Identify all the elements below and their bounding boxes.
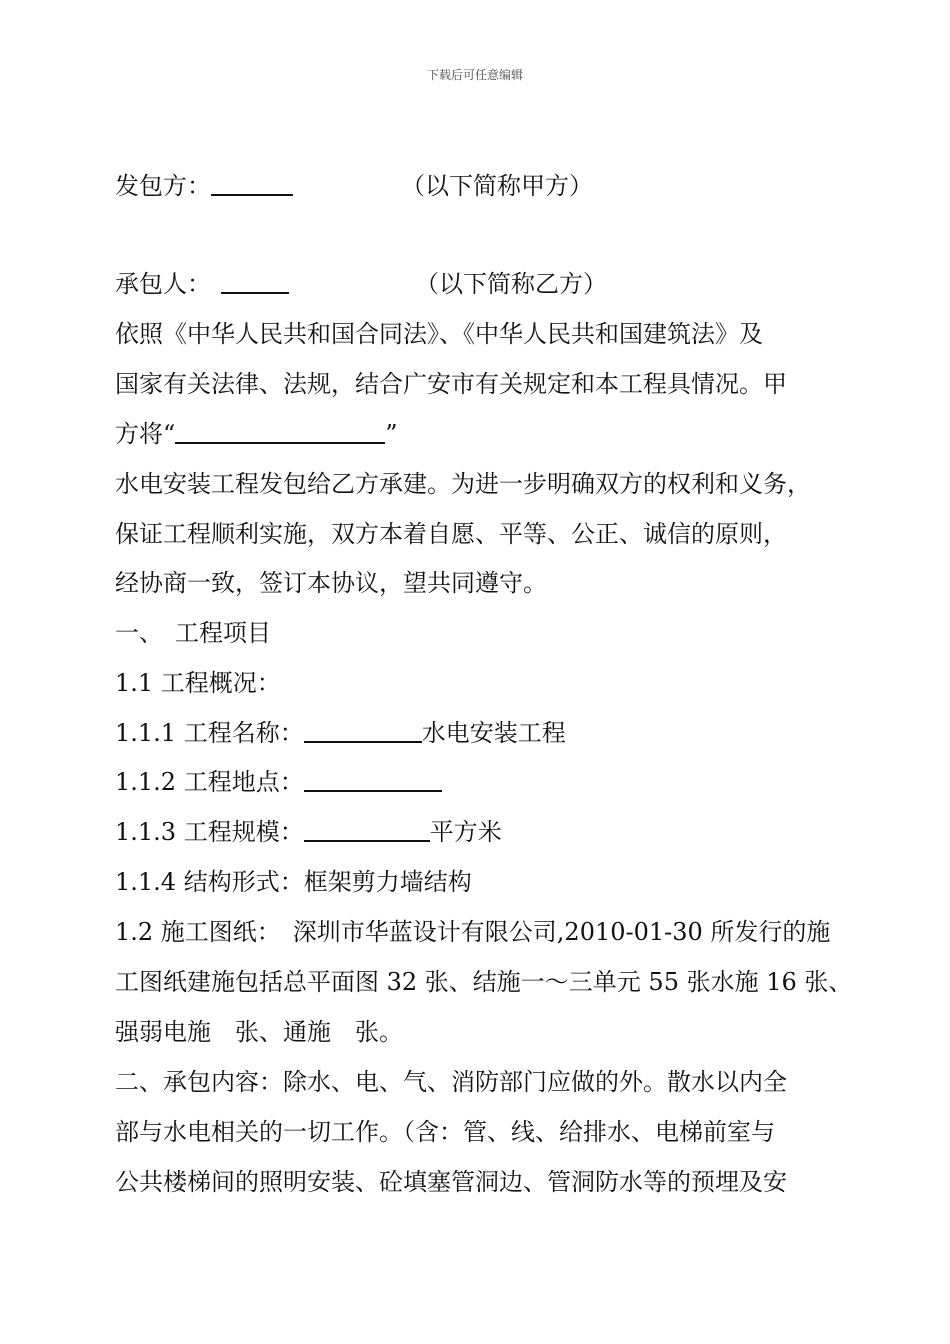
party-b-blank[interactable] (221, 268, 289, 294)
overview-heading: 1.1 工程概况： (115, 669, 281, 697)
intro-line-6: 经协商一致，签订本协议，望共同遵守。 (115, 569, 547, 597)
scope-line-3: 公共楼梯间的照明安装、砼填塞管洞边、管洞防水等的预埋及安 (115, 1168, 787, 1196)
intro-line-3 (115, 418, 398, 450)
project-name-blank[interactable] (175, 418, 385, 444)
party-a-line (115, 170, 593, 202)
section-1-title: 一、 工程项目 (115, 619, 271, 647)
drawings-line-1: 1.2 施工图纸： 深圳市华蓝设计有限公司,2010-01-30 所发行的施 (115, 918, 831, 946)
drawings-line-2: 工图纸建施包括总平面图 32 张、结施一～三单元 55 张水施 16 张、 (115, 968, 853, 996)
party-b-label: 承包人： (115, 270, 211, 298)
scope-line-1: 二、承包内容：除水、电、气、消防部门应做的外。散水以内全 (115, 1068, 787, 1096)
project-location-field[interactable] (304, 766, 442, 792)
drawings-line-3: 强弱电施 张、通施 张。 (115, 1018, 403, 1046)
project-location-line (115, 766, 442, 798)
project-name-line (115, 717, 566, 749)
intro-line-2: 国家有关法律、法规，结合广安市有关规定和本工程具情况。甲 (115, 370, 787, 398)
intro-line-3-start: 方将“ (115, 420, 176, 448)
structure-line: 1.1.4 结构形式：框架剪力墙结构 (115, 868, 472, 896)
project-scale-label: 1.1.3 工程规模： (115, 818, 304, 846)
page-header: 下载后可任意编辑 (426, 68, 523, 82)
intro-line-1: 依照《中华人民共和国合同法》、《中华人民共和国建筑法》及 (115, 320, 763, 348)
project-location-label: 1.1.2 工程地点： (115, 768, 304, 796)
party-b-line (115, 268, 607, 300)
party-b-note: （以下简称乙方） (415, 270, 607, 298)
project-scale-line (115, 816, 502, 848)
party-a-label: 发包方： (115, 172, 211, 200)
intro-line-3-end: ” (385, 420, 398, 448)
intro-line-4: 水电安装工程发包给乙方承建。为进一步明确双方的权利和义务， (115, 470, 811, 498)
project-name-suffix: 水电安装工程 (421, 719, 566, 747)
project-scale-suffix: 平方米 (429, 818, 502, 846)
party-a-blank[interactable] (211, 170, 293, 196)
party-a-note: （以下简称甲方） (401, 172, 593, 200)
intro-line-5: 保证工程顺利实施，双方本着自愿、平等、公正、诚信的原则， (115, 520, 787, 548)
scope-line-2: 部与水电相关的一切工作。（含：管、线、给排水、电梯前室与 (115, 1118, 775, 1146)
project-name-field[interactable] (304, 717, 422, 743)
project-scale-field[interactable] (304, 816, 430, 842)
project-name-label: 1.1.1 工程名称： (115, 719, 304, 747)
